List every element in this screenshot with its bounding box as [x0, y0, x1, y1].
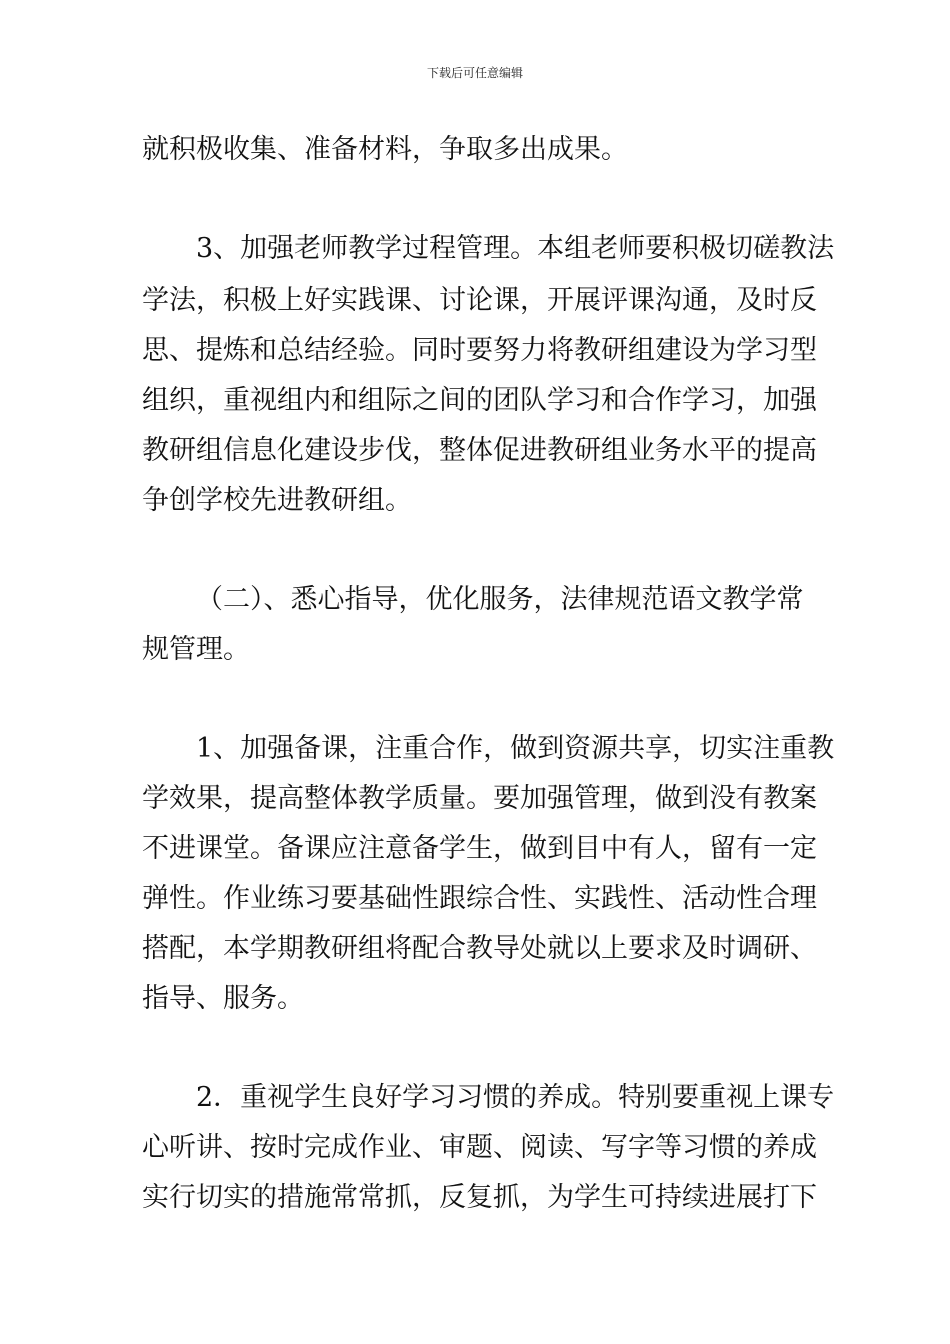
paragraph-line: 心听讲、按时完成作业、审题、阅读、写字等习惯的养成	[142, 1132, 817, 1163]
paragraph-line: 弹性。作业练习要基础性跟综合性、实践性、活动性合理	[142, 883, 817, 914]
paragraph-line: 实行切实的措施常常抓，反复抓，为学生可持续进展打下	[142, 1182, 817, 1213]
paragraph-line: 不进课堂。备课应注意备学生，做到目中有人，留有一定	[142, 833, 817, 864]
paragraph-line: 学法，积极上好实践课、讨论课，开展评课沟通，及时反	[142, 285, 817, 316]
paragraph-line: 2．重视学生良好学习习惯的养成。特别要重视上课专	[196, 1082, 835, 1113]
paragraph-line: 学效果，提高整体教学质量。要加强管理，做到没有教案	[142, 783, 817, 814]
paragraph-line: 思、提炼和总结经验。同时要努力将教研组建设为学习型	[142, 335, 817, 366]
section-heading-line: 规管理。	[142, 634, 250, 665]
section-heading-line: （二）、悉心指导，优化服务，法律规范语文教学常	[196, 584, 804, 615]
paragraph-line: 就积极收集、准备材料，争取多出成果。	[142, 134, 628, 165]
paragraph-line: 3、加强老师教学过程管理。本组老师要积极切磋教法	[196, 233, 835, 264]
paragraph-line: 指导、服务。	[142, 983, 304, 1014]
paragraph-line: 1、加强备课，注重合作，做到资源共享，切实注重教	[196, 733, 835, 764]
paragraph-line: 教研组信息化建设步伐，整体促进教研组业务水平的提高	[142, 435, 817, 466]
page-header: 下载后可任意编辑	[426, 66, 523, 80]
paragraph-line: 争创学校先进教研组。	[142, 485, 412, 516]
paragraph-line: 组织，重视组内和组际之间的团队学习和合作学习，加强	[142, 385, 817, 416]
paragraph-line: 搭配，本学期教研组将配合教导处就以上要求及时调研、	[142, 933, 817, 964]
